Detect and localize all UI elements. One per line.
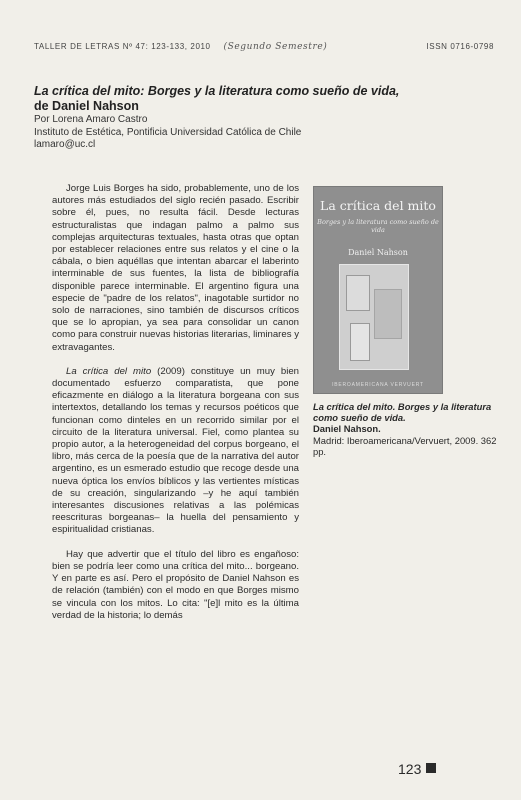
paragraph-1: Jorge Luis Borges ha sido, probablemente, uno de los autores más estudiados del siglo recién pasado. Escribir sobre él, pues, no resulta fácil. Desde lecturas estructuralistas que indagan palmo a palmo sus complejas arquitecturas textuales, hasta otras que optan por establecer relaciones entre sus relatos y el cine o la cábala, o bien aquéllas que intentan abarcar el laberinto interminable de sus fuentes, la lista de bibliografía disponible parece interminable. El argentino figura una especie de "padre de los relatos", inagotable surtidor no solo de narraciones, sino también de discursos críticos que se lo apropian, ya sea para consolidar un canon como para construir nuevas historias literarias, liminares y extravagantes. [52,183,299,353]
paragraph-3: Hay que advertir que el título del libro es engañoso: bien se podría leer como una crítica del mito... borgeano. Y en parte es así. Pero el propósito de Daniel Nahson es de relación (también) con el modo en que Borges mismo se vincula con los mitos. Lo cita: "[e]l mito es la última verdad de la historia; lo demás [52,548,299,621]
paragraph-2-text: (2009) constituye un muy bien documentado esfuerzo comparatista, que pone eficazmente en diálogo a la literatura borgeana con sus intertextos, detallando los temas y recursos poéticos que funcionan como dinteles en un recorrido similar por el circuito de la literatura universal. Fiel, como plantea su propio autor, a la heterogeneidad del corpus borgeano, el libro, más cerca de la poesía que de la narrativa del autor argentino, es un esmerado estudio que recoge desde una nueva óptica los envíos bíblicos y las vertientes místicas de su creación, singularizando –y he aquí también interesantes discusiones relativas a las polémicas reescrituras borgeanas– la huella del pensamiento y espiritualidad cristianas. [52,365,299,536]
issn: ISSN 0716-0798 [426,42,494,51]
page-number-text: 123 [398,761,422,777]
cover-title: La crítica del mito [320,198,436,213]
cover-publisher: IBEROAMERICANA VERVUERT [332,382,424,388]
cover-artwork-block [346,275,370,311]
affiliation: Instituto de Estética, Pontificia Universidad Católica de Chile [34,126,302,138]
article-title-author: de Daniel Nahson [34,99,139,113]
page-number [398,761,436,777]
cover-caption [313,401,499,457]
cover-author: Daniel Nahson [348,248,408,257]
journal-citation: TALLER DE LETRAS Nº 47: 123-133, 2010 [34,42,211,51]
square-bullet-icon [426,763,436,773]
handwritten-annotation: (Segundo Semestre) [223,42,328,52]
paragraph-2 [52,366,299,537]
running-header [34,42,494,52]
cover-artwork-block [374,289,402,339]
body-text [52,183,299,634]
cover-artwork-block [350,323,370,361]
caption-title: La crítica del mito. Borges y la literatura como sueño de vida. [313,401,492,424]
author-block [34,114,494,152]
article-title-book: La crítica del mito: Borges y la literatura como sueño de vida, [34,84,400,98]
email: lamaro@uc.cl [34,139,96,150]
book-cover-image [313,186,443,394]
article-title [34,84,494,114]
cover-subtitle: Borges y la literatura como sueño de vida [317,218,439,234]
book-title-inline: La crítica del mito [66,365,152,377]
caption-publication: Madrid: Iberoamericana/Vervuert, 2009. 362 pp. [313,434,497,457]
caption-author: Daniel Nahson. [313,423,381,435]
byline: Por Lorena Amaro Castro [34,114,148,125]
cover-artwork [339,264,409,370]
